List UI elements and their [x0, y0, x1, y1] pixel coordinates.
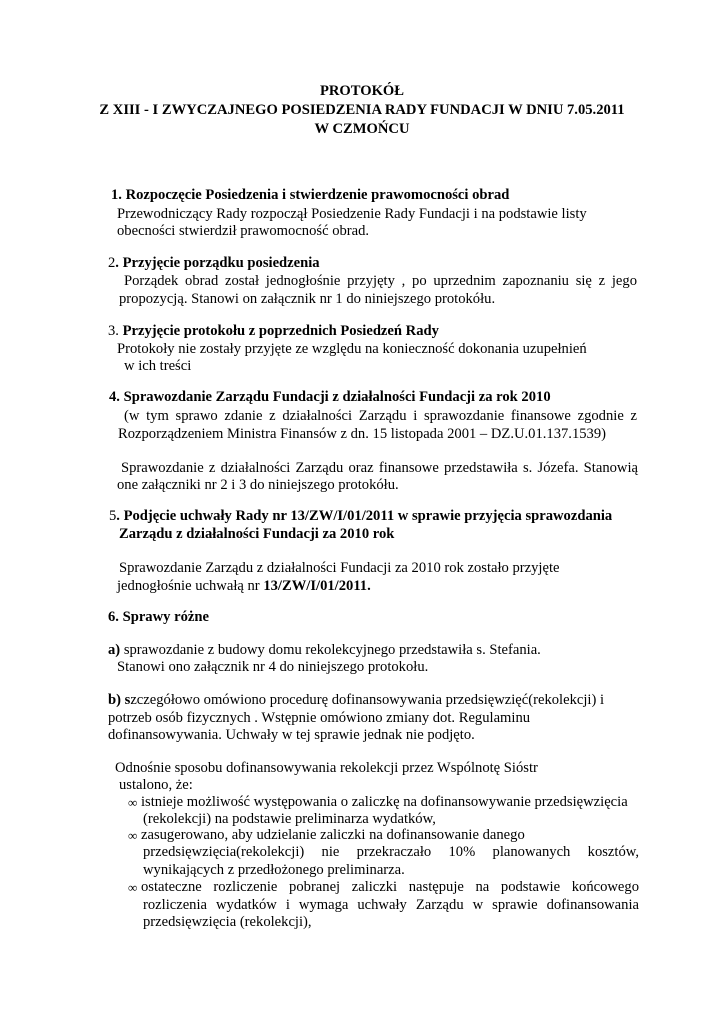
section-2-title-text: . Przyjęcie porządku posiedzenia — [115, 255, 320, 271]
item-b-line-2: potrzeb osób fizycznych . Wstępnie omówiono zmiany dot. Regulaminu — [108, 710, 531, 726]
bullet-3-line-1: ostateczne rozliczenie pobranej zaliczki następuje na podstawie końcowego — [141, 879, 639, 895]
item-b-text: zczegółowo omówiono procedurę dofinansowywania przedsięwzięć(rekolekcji) i — [130, 692, 605, 708]
section-2-title — [108, 254, 320, 272]
item-a-label: a) — [108, 642, 121, 658]
section-5-title-text: . Podjęcie uchwały Rady nr 13/ZW/I/01/2011 w sprawie przyjęcia sprawozdania — [116, 508, 613, 524]
section-5-line-1: Sprawozdanie Zarządu z działalności Fundacji za 2010 rok zostało przyjęte — [119, 560, 560, 576]
header-location: W CZMOŃCU — [314, 121, 410, 137]
section-5-line-2-text: jednogłośnie uchwałą nr — [117, 578, 264, 594]
section-1-line-2: obecności stwierdził prawomocność obrad. — [117, 223, 370, 239]
resolution-number: 13/ZW/I/01/2011. — [263, 578, 371, 594]
bullet-1-line-1: istnieje możliwość występowania o zaliczkę na dofinansowywanie przedsięwzięcia — [141, 794, 628, 810]
item-a-line-1 — [108, 641, 541, 659]
item-a-line-2: Stanowi ono załącznik nr 4 do niniejszego protokołu. — [117, 659, 429, 675]
section-2-line-2: propozycją. Stanowi on załącznik nr 1 do niniejszego protokółu. — [119, 291, 496, 307]
bullet-1-line-2: (rekolekcji) na podstawie preliminarza wydatków, — [143, 811, 436, 827]
item-c-line-2: ustalono, że: — [119, 777, 193, 793]
section-1-title: 1. Rozpoczęcie Posiedzenia i stwierdzenie prawomocności obrad — [111, 187, 510, 203]
header-title: PROTOKÓŁ — [319, 83, 405, 99]
section-5-title-line-2: Zarządu z działalności Fundacji za 2010 rok — [119, 526, 395, 542]
section-4-line-4: one załączniki nr 2 i 3 do niniejszego protokółu. — [117, 477, 399, 493]
item-b-line-1 — [108, 691, 604, 709]
bullet-1-icon: ∞ — [128, 795, 138, 810]
section-4-line-2: Rozporządzeniem Ministra Finansów z dn. 15 listopada 2001 – DZ.U.01.137.1539) — [118, 426, 606, 442]
item-b-first-letter: s — [120, 692, 131, 708]
section-5-number: 5 — [109, 508, 117, 524]
section-3-line-2: w ich treści — [124, 358, 192, 374]
bullet-2-icon: ∞ — [128, 828, 138, 843]
section-2-line-1: Porządek obrad został jednogłośnie przyjęty , po uprzednim zapoznaniu się z jego — [124, 273, 637, 289]
section-4-line-3: Sprawozdanie z działalności Zarządu oraz finansowe przedstawiła s. Józefa. Stanowią — [121, 460, 638, 476]
section-3-title-text: Przyjęcie protokołu z poprzednich Posiedzeń Rady — [118, 323, 439, 339]
section-3-title — [108, 322, 439, 340]
item-b-line-3: dofinansowywania. Uchwały w tej sprawie jednak nie podjęto. — [108, 727, 475, 743]
bullet-3-line-2: rozliczenia wydatków i wymaga uchwały Zarządu w sprawie dofinansowania — [143, 897, 639, 913]
section-3-dot: . — [115, 323, 119, 339]
bullet-2-line-3: wynikających z przedłożonego preliminarza. — [143, 862, 405, 878]
section-1-line-1: Przewodniczący Rady rozpoczął Posiedzenie Rady Fundacji i na podstawie listy — [117, 206, 587, 222]
bullet-3-icon: ∞ — [128, 880, 138, 895]
item-b-label: b) — [108, 692, 121, 708]
section-3-number: 3 — [108, 323, 116, 339]
document-header — [0, 82, 724, 139]
bullet-2-line-2: przedsięwzięcia(rekolekcji) nie przekraczało 10% planowanych kosztów, — [143, 844, 639, 860]
section-3-line-1: Protokoły nie zostały przyjęte ze względu na konieczność dokonania uzupełnień — [117, 341, 587, 357]
bullet-3-line-3: przedsięwzięcia (rekolekcji), — [143, 914, 312, 930]
section-4-title: 4. Sprawozdanie Zarządu Fundacji z działalności Fundacji za rok 2010 — [109, 389, 551, 405]
header-subtitle: Z XIII - I ZWYCZAJNEGO POSIEDZENIA RADY FUNDACJI W DNIU 7.05.2011 — [99, 102, 625, 118]
section-4-line-1: (w tym sprawo zdanie z działalności Zarządu i sprawozdanie finansowe zgodnie z — [124, 408, 637, 424]
section-5-title — [109, 507, 612, 525]
section-2-number: 2 — [108, 255, 116, 271]
section-6-title: 6. Sprawy różne — [108, 609, 209, 625]
item-a-text: sprawozdanie z budowy domu rekolekcyjnego przedstawiła s. Stefania. — [120, 642, 541, 658]
item-c-line-1: Odnośnie sposobu dofinansowywania rekolekcji przez Wspólnotę Sióstr — [115, 760, 538, 776]
section-5-line-2 — [117, 577, 371, 595]
bullet-2-line-1: zasugerowano, aby udzielanie zaliczki na dofinansowanie danego — [141, 827, 525, 843]
